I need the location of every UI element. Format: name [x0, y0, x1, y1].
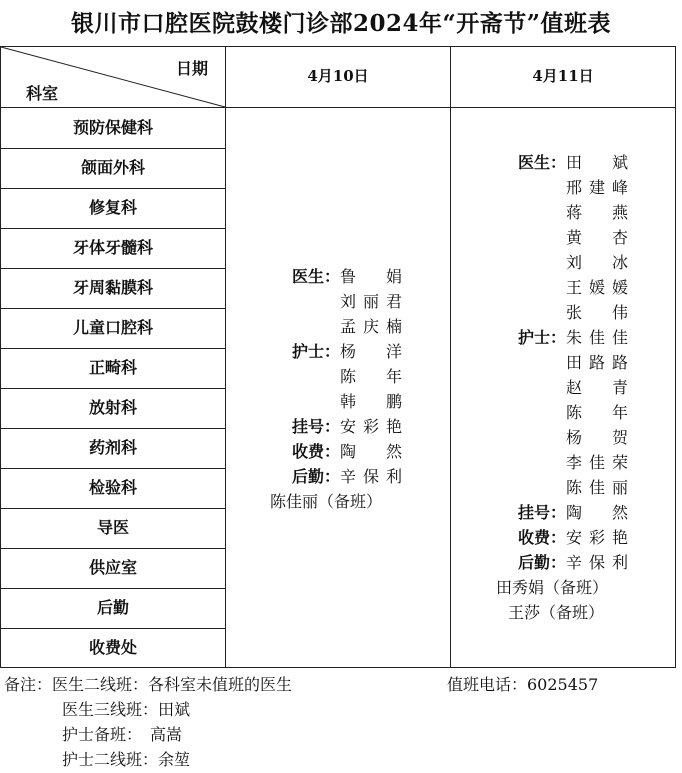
row-divider [0, 228, 226, 229]
row-divider [0, 508, 226, 509]
department-cell: 牙体牙髓科 [72, 238, 153, 257]
staff-name: 黄 杏 [566, 228, 628, 247]
staff-name: 陈 年 [566, 403, 628, 422]
row-divider [0, 588, 226, 589]
row-divider [0, 468, 226, 469]
note-line: 备注：医生二线班：各科室未值班的医生 [4, 675, 293, 694]
page-title: 银川市口腔医院鼓楼门诊部2024年“开斋节”值班表 [71, 10, 611, 37]
roster-day1 [270, 264, 402, 514]
department-column [0, 108, 226, 668]
department-cell: 颌面外科 [80, 158, 145, 177]
duty-table [0, 46, 676, 668]
staff-name: 田路路 [566, 353, 628, 372]
backup-staff: 陈佳丽（备班） [270, 492, 383, 511]
staff-name: 王媛媛 [566, 278, 628, 297]
register-role-label: 挂号： [517, 503, 566, 522]
row-divider [0, 548, 226, 549]
row-divider [0, 308, 226, 309]
duty-phone: 值班电话：6025457 [447, 675, 599, 694]
staff-name: 刘 冰 [566, 253, 628, 272]
corner-header-cell [0, 46, 226, 108]
staff-name: 蒋 燕 [566, 203, 628, 222]
staff-name: 张 伟 [566, 303, 628, 322]
department-cell: 供应室 [88, 558, 137, 577]
doctor-role-label: 医生： [517, 153, 566, 172]
staff-name: 辛保利 [566, 553, 628, 572]
department-cell: 收费处 [88, 638, 137, 657]
staff-name: 辛保利 [340, 467, 402, 486]
department-cell: 导医 [96, 518, 129, 537]
fee-role-label: 收费： [517, 528, 566, 547]
fee-role-label: 收费： [291, 442, 340, 461]
staff-name: 鲁 娟 [340, 267, 402, 286]
logistics-role-label: 后勤： [291, 467, 340, 486]
row-divider [0, 628, 226, 629]
staff-name: 安彩艳 [566, 528, 628, 547]
staff-name: 田 斌 [566, 153, 628, 172]
staff-name: 朱佳佳 [566, 328, 628, 347]
note-line: 护士备班： 高嵩 [62, 725, 183, 744]
date-header-1: 4月10日 [307, 67, 369, 85]
department-cell: 正畸科 [88, 358, 137, 377]
note-line: 医生三线班：田斌 [62, 700, 191, 719]
department-cell: 儿童口腔科 [72, 318, 153, 337]
row-divider [0, 348, 226, 349]
department-cell: 药剂科 [88, 438, 137, 457]
row-divider [0, 268, 226, 269]
roster-day2 [496, 150, 628, 625]
staff-name: 邢建峰 [566, 178, 628, 197]
staff-name: 陈佳丽 [566, 478, 628, 497]
date-header-2: 4月11日 [532, 67, 594, 85]
staff-name: 孟庆楠 [340, 317, 402, 336]
backup-staff: 田秀娟（备班） [496, 578, 609, 597]
staff-name: 安彩艳 [340, 417, 402, 436]
nurse-role-label: 护士： [517, 328, 566, 347]
staff-name: 陶 然 [566, 503, 628, 522]
staff-name: 赵 青 [566, 378, 628, 397]
staff-name: 韩 鹏 [340, 392, 402, 411]
table-border-right [675, 46, 676, 668]
row-divider [0, 148, 226, 149]
backup-staff: 王莎（备班） [508, 603, 605, 622]
department-cell: 修复科 [88, 198, 137, 217]
staff-name: 杨 贺 [566, 428, 628, 447]
row-divider [0, 388, 226, 389]
register-role-label: 挂号： [291, 417, 340, 436]
department-cell: 放射科 [88, 398, 137, 417]
column-divider [450, 46, 451, 668]
department-cell: 预防保健科 [72, 118, 153, 137]
notes-section [0, 668, 682, 773]
staff-name: 刘丽君 [340, 292, 402, 311]
date-corner-label: 日期 [175, 59, 208, 78]
staff-name: 李佳荣 [566, 453, 628, 472]
staff-name: 陶 然 [340, 442, 402, 461]
department-corner-label: 科室 [26, 84, 59, 103]
department-cell: 检验科 [88, 478, 137, 497]
row-divider [0, 428, 226, 429]
department-cell: 牙周黏膜科 [72, 278, 153, 297]
staff-name: 陈 年 [340, 367, 402, 386]
note-line: 护士二线班：余堃 [62, 750, 191, 769]
staff-name: 杨 洋 [340, 342, 402, 361]
row-divider [0, 188, 226, 189]
doctor-role-label: 医生： [291, 267, 340, 286]
logistics-role-label: 后勤： [517, 553, 566, 572]
nurse-role-label: 护士： [291, 342, 340, 361]
department-cell: 后勤 [96, 598, 129, 617]
